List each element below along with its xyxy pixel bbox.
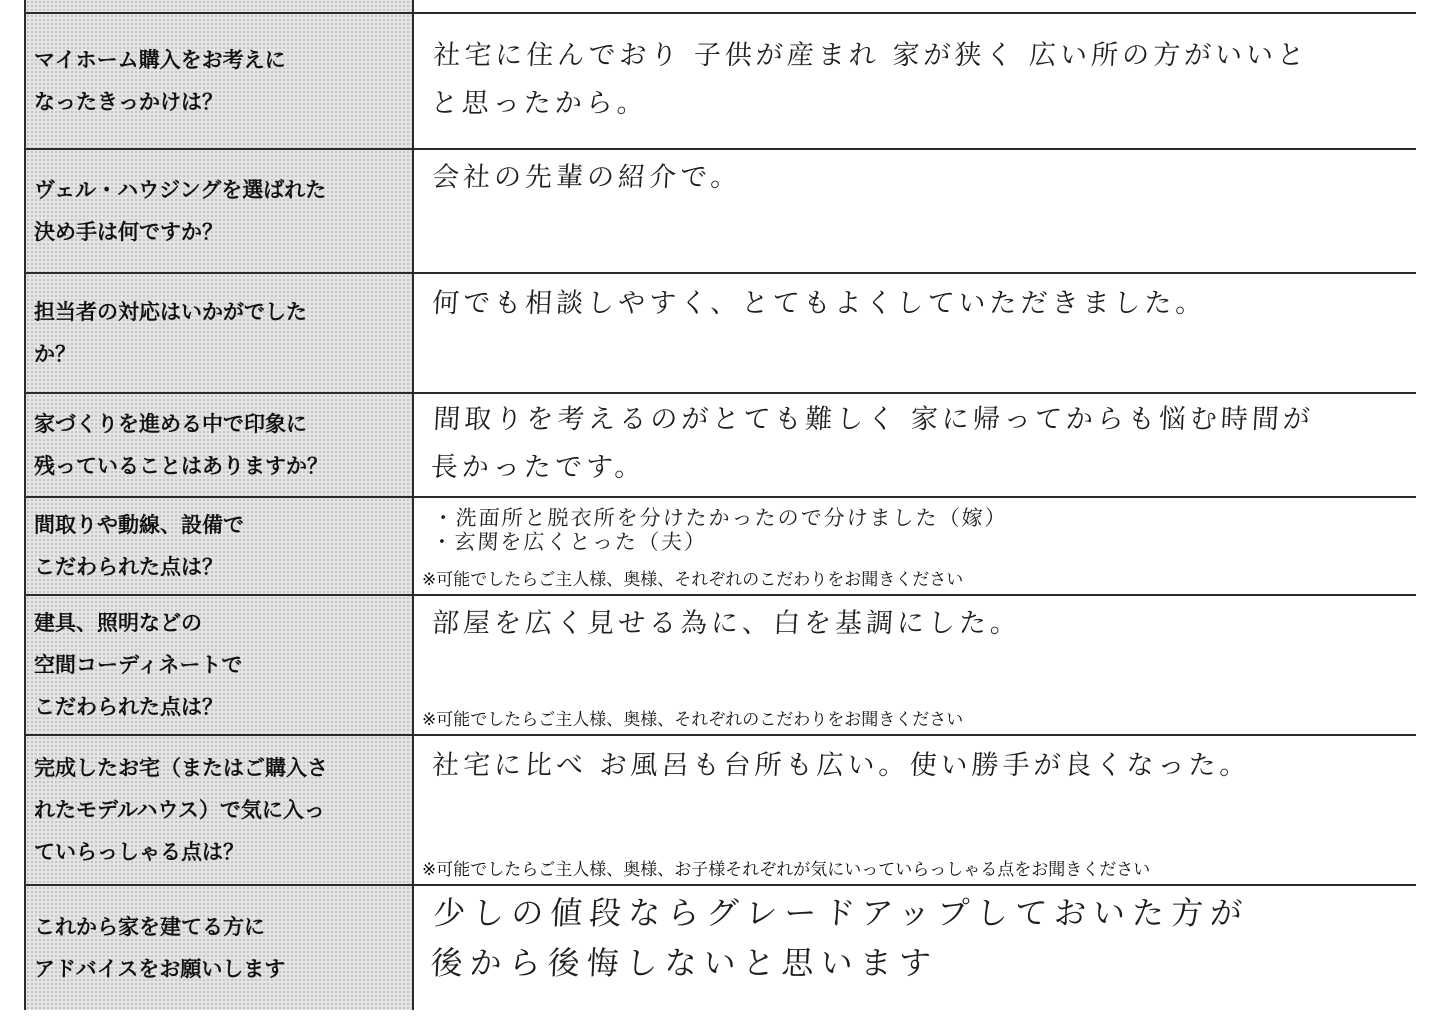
- guidance-note: ※可能でしたらご主人様、奥様、お子様それぞれが気にいっていらっしゃる点をお聞きください: [422, 860, 1151, 880]
- question-text: 完成したお宅（またはご購入さ れたモデルハウス）で気に入っ ていらっしゃる点は？: [34, 756, 328, 864]
- handwritten-answer: ・洗面所と脱衣所を分けたかったので分けました（嫁） ・玄関を広くとった（夫）: [430, 506, 1009, 554]
- question-cell: [26, 0, 414, 12]
- guidance-note: ※可能でしたらご主人様、奥様、それぞれのこだわりをお聞きください: [422, 710, 964, 730]
- question-text: 間取りや動線、設備で こだわられた点は？: [34, 513, 244, 579]
- handwritten-answer: 部屋を広く見せる為に、白を基調にした。: [431, 608, 1022, 639]
- handwritten-answer: 社宅に比べ お風呂も台所も広い。使い勝手が良くなった。: [431, 750, 1252, 781]
- form-row: [26, 14, 1416, 150]
- handwritten-answer: 社宅に住んでおり 子供が産まれ 家が狭く 広い所の方がいいと と思ったから。: [429, 40, 1309, 119]
- answer-cell: [414, 886, 1416, 1010]
- answer-cell: [414, 150, 1416, 272]
- form-row: [26, 736, 1416, 886]
- question-cell: [26, 150, 414, 272]
- form-row: [26, 394, 1416, 498]
- interview-form: [24, 0, 1416, 1010]
- guidance-note: ※可能でしたらご主人様、奥様、それぞれのこだわりをお聞きください: [422, 570, 964, 590]
- question-cell: [26, 394, 414, 496]
- question-cell: [26, 736, 414, 884]
- answer-cell: [414, 0, 1416, 12]
- form-row: [26, 596, 1416, 736]
- handwritten-answer: 会社の先輩の紹介で。: [431, 162, 743, 193]
- question-text: これから家を建てる方に アドバイスをお願いします: [34, 915, 286, 981]
- question-text: 家づくりを進める中で印象に 残っていることはありますか？: [34, 412, 328, 478]
- handwritten-answer: 少しの値段ならグレードアップしておいた方が 後から後悔しないと思います: [429, 894, 1251, 982]
- answer-cell: [414, 14, 1416, 148]
- form-row: [26, 498, 1416, 596]
- question-cell: [26, 14, 414, 148]
- question-text: 建具、照明などの 空間コーディネートで こだわられた点は？: [34, 611, 243, 719]
- form-row: [26, 274, 1416, 394]
- previous-row-remnant: [26, 0, 1416, 14]
- question-cell: [26, 596, 414, 734]
- question-cell: [26, 498, 414, 594]
- question-text: 担当者の対応はいかがでした か？: [34, 300, 307, 366]
- answer-cell: [414, 394, 1416, 496]
- question-text: マイホーム購入をお考えに なったきっかけは？: [34, 48, 286, 114]
- handwritten-answer: 何でも相談しやすく、とてもよくしていただきました。: [431, 288, 1208, 319]
- answer-cell: [414, 736, 1416, 884]
- answer-cell: [414, 596, 1416, 734]
- form-row: [26, 886, 1416, 1010]
- form-row: [26, 150, 1416, 274]
- answer-cell: [414, 498, 1416, 594]
- question-cell: [26, 274, 414, 392]
- answer-cell: [414, 274, 1416, 392]
- handwritten-answer: 間取りを考えるのがとても難しく 家に帰ってからも悩む時間が 長かったです。: [429, 404, 1315, 483]
- question-cell: [26, 886, 414, 1010]
- question-text: ヴェル・ハウジングを選ばれた 決め手は何ですか？: [34, 178, 327, 244]
